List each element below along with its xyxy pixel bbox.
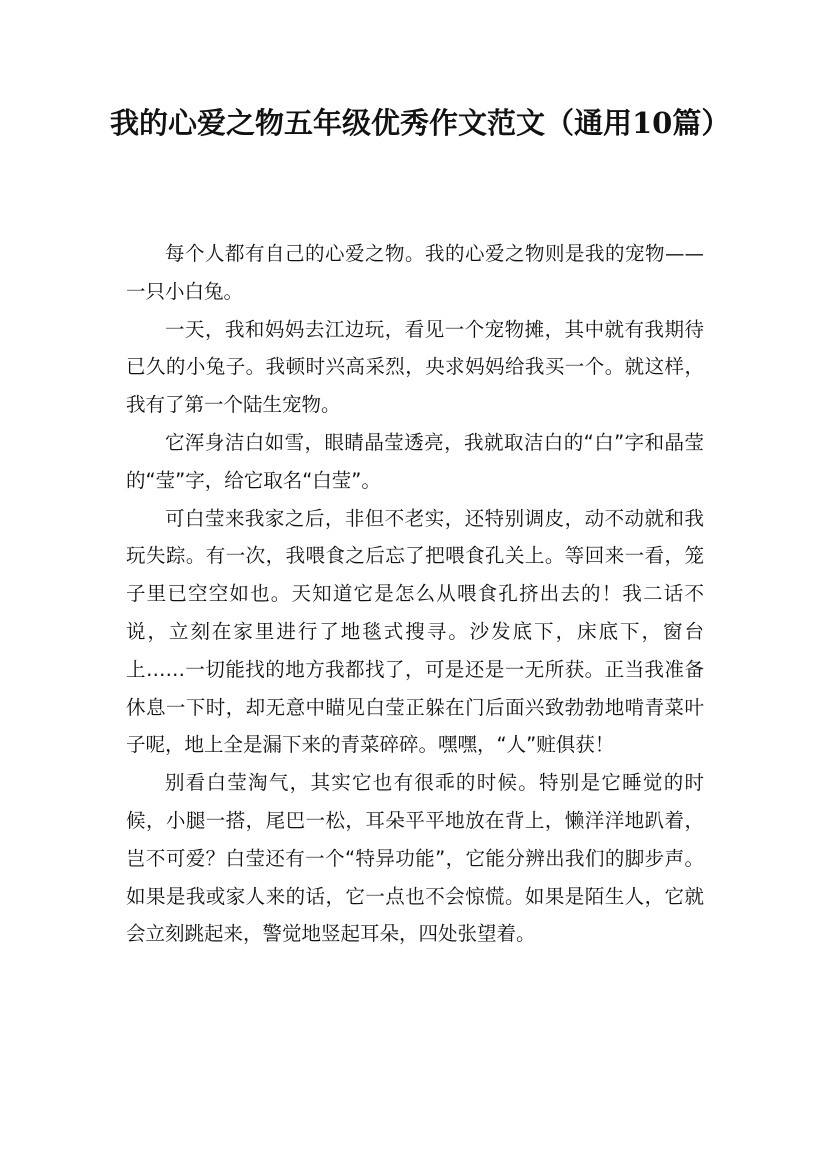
document-title: 我的心爱之物五年级优秀作文范文（通用10篇） [110,106,731,140]
paragraph: 别看白莹淘气，其实它也有很乖的时候。特别是它睡觉的时候，小腿一搭，尾巴一松，耳朵平平地放在背上，懒洋洋地趴着，岂不可爱？白莹还有一个“特异功能”，它能分辨出我们的脚步声。如果是我或家人来的话，它一点也不会惊慌。如果是陌生人，它就会立刻跳起来，警觉地竖起耳朵，四处张望着。 [126,771,704,946]
paragraph: 它浑身洁白如雪，眼睛晶莹透亮，我就取洁白的“白”字和晶莹的“莹”字，给它取名“白莹”。 [126,430,704,492]
paragraph: 每个人都有自己的心爱之物。我的心爱之物则是我的宠物——一只小白兔。 [126,242,704,303]
document-body [126,235,704,953]
paragraph: 一天，我和妈妈去江边玩，看见一个宠物摊，其中就有我期待已久的小兔子。我顿时兴高采烈，央求妈妈给我买一个。就这样，我有了第一个陆生宠物。 [126,317,704,417]
paragraph: 可白莹来我家之后，非但不老实，还特别调皮，动不动就和我玩失踪。有一次，我喂食之后忘了把喂食孔关上。等回来一看，笼子里已空空如也。天知道它是怎么从喂食孔挤出去的！我二话不说，立刻在家里进行了地毯式搜寻。沙发底下，床底下，窗台上……一切能找的地方我都找了，可是还是一无所获。正当我准备休息一下时，却无意中瞄见白莹正躲在门后面兴致勃勃地啃青菜叶子呢，地上全是漏下来的青菜碎碎。嘿嘿，“人”赃俱获！ [126,506,704,757]
